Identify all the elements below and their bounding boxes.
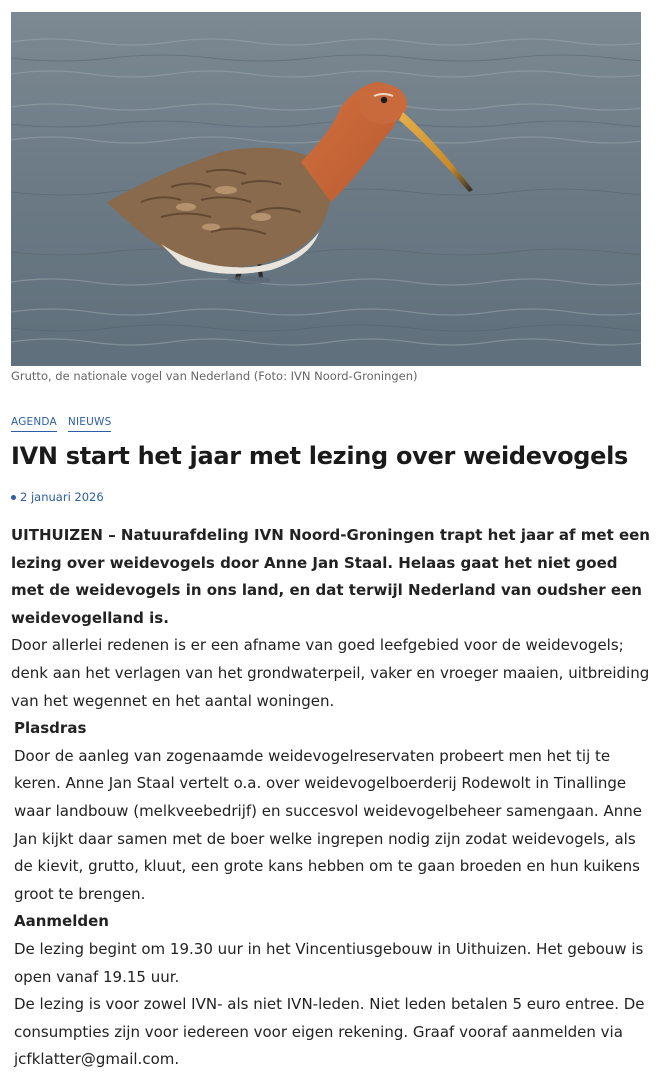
section-heading-aanmelden: Aanmelden bbox=[14, 912, 109, 931]
aanmelden-text: De lezing is voor zowel IVN- als niet IVN-leden. Niet leden betalen 5 euro entree. De consumpties zijn voor iedereen voor eigen rekening. Graaf vooraf aanmelden via bbox=[14, 995, 645, 1041]
article-body bbox=[11, 522, 651, 1072]
section-text-aanmelden-2 bbox=[11, 991, 651, 1072]
hero-image bbox=[11, 12, 641, 366]
tag-nieuws[interactable]: NIEUWS bbox=[68, 416, 112, 432]
section-text-aanmelden-1: De lezing begint om 19.30 uur in het Vincentiusgebouw in Uithuizen. Het gebouw is open vanaf 19.15 uur. bbox=[14, 939, 644, 986]
section-text-plasdras: Door de aanleg van zogenaamde weidevogelreservaten probeert men het tij te keren. Anne Jan Staal vertelt o.a. over weidevogelboerderij Rodewolt in Tinallinge waar landbouw (melkveebedrijf) en succesvol weidevogelbeheer samengaan. Anne Jan kijkt daar samen met de boer welke ingrepen nodig zijn zodat weidevogels, als de kievit, grutto, kluut, een grote kans hebben om te gaan broeden en hun kuikens groot te brengen. bbox=[14, 746, 642, 903]
godwit-photo bbox=[11, 12, 641, 366]
aanmelden-suffix: . bbox=[174, 1050, 180, 1069]
image-caption: Grutto, de nationale vogel van Nederland (Foto: IVN Noord-Groningen) bbox=[11, 369, 418, 383]
article-date bbox=[11, 490, 104, 504]
date-text: 2 januari 2026 bbox=[20, 490, 104, 504]
bullet-icon bbox=[11, 495, 16, 500]
article-lead: UITHUIZEN – Natuurafdeling IVN Noord-Groningen trapt het jaar af met een lezing over weidevogels door Anne Jan Staal. Helaas gaat het niet goed met de weidevogels in ons land, en dat terwijl Nederland van oudsher een weidevogelland is. bbox=[11, 526, 650, 627]
article-intro: Door allerlei redenen is er een afname van goed leefgebied voor de weidevogels; denk aan het verlagen van het grondwaterpeil, vaker en vroeger maaien, uitbreiding van het wegennet en het aantal woningen. bbox=[11, 636, 650, 710]
article-title: IVN start het jaar met lezing over weidevogels bbox=[11, 442, 629, 470]
section-heading-plasdras: Plasdras bbox=[14, 719, 87, 738]
tag-agenda[interactable]: AGENDA bbox=[11, 416, 57, 432]
category-tags bbox=[11, 416, 111, 432]
email-link[interactable]: jcfklatter@gmail.com bbox=[14, 1050, 175, 1069]
